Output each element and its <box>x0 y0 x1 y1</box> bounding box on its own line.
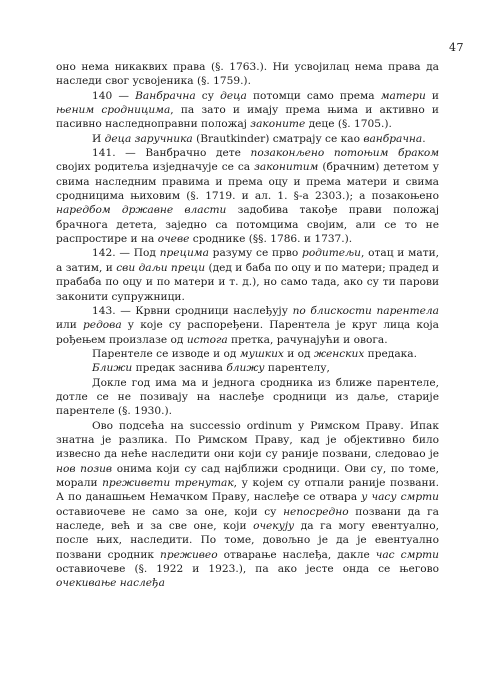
emphasis-text: Ванбрачна <box>135 89 196 102</box>
text-run: Парентеле се изводе и од <box>92 347 240 360</box>
emphasis-text: матери <box>380 89 426 102</box>
emphasis-text: по блискости парентела <box>292 304 439 317</box>
emphasis-text: прецима <box>159 247 209 260</box>
text-run: оставиочеве не само за оне, који су <box>56 505 284 518</box>
text-run: . <box>422 132 426 145</box>
emphasis-text: преживео <box>160 548 218 561</box>
emphasis-text: ближу <box>226 362 265 375</box>
emphasis-text: мушких <box>239 347 284 360</box>
emphasis-text: очеве <box>157 233 190 246</box>
text-run: Докле год има ма и једнога сродника из ближе парентеле, дотле се не позивају на наслеђе сродници из даље, старије парентеле (§. 1930.). <box>56 376 439 418</box>
text-run: парентелу, <box>264 362 330 375</box>
paragraph-p9 <box>56 376 439 419</box>
text-run: оставиочеве (§. 1922 и 1923.), па ако јесте онда се његово <box>56 563 439 576</box>
emphasis-text: законите <box>250 118 306 131</box>
emphasis-text: редова <box>83 319 122 332</box>
paragraph-p7 <box>56 347 439 361</box>
emphasis-text: деца заручника <box>104 132 193 145</box>
text-run: предака. <box>364 347 417 360</box>
text-run: онима који су сад најближи сродници. Ови су, по томе, морали <box>56 462 439 489</box>
emphasis-text: родитељи <box>302 247 361 260</box>
text-run: , у којем су отпали раније позвани. А по данашњем Немачком Праву, наслеђе се отвара <box>56 476 439 504</box>
emphasis-text: потоњим браком <box>333 147 440 160</box>
emphasis-text: непосредно <box>283 505 349 518</box>
text-run: И <box>92 132 105 145</box>
text-run: (брачним) дететом у свима наследним правима и према оцу и према матери и свима сродницима њиховим (§. 1719. и ал. 1. §-а 2303.); а позакоњено <box>56 161 440 203</box>
text-run: (дед и баба по оцу и по матери; прадед и прабаба по оцу и по матери и т. д.), но само тада, ако су ти парови законити супружници. <box>56 261 440 303</box>
text-run <box>324 147 334 159</box>
emphasis-text: позаконљено <box>250 147 325 160</box>
emphasis-text: женских <box>313 347 365 360</box>
text-run: потомци само према <box>246 89 381 102</box>
emphasis-text: Ближи <box>92 362 133 375</box>
paragraph-p5 <box>56 246 439 303</box>
emphasis-text: очекивање наслеђа <box>56 577 165 590</box>
text-run: 141. — Ванбрачно дете <box>92 147 251 160</box>
text-run: (Brautkinder) сматрају се као <box>192 132 364 145</box>
text-run: Ово подсећа на successio ordinum у Римском Праву. Ипак знатна је разлика. По Римском Праву, кад је објективно било извесно да неће наследити они који су раније позвани, следовао је <box>56 419 439 461</box>
emphasis-text: нов позив <box>56 462 113 475</box>
text-run: оно нема никаквих права (§. 1763.). Ни усвојилац нема права да наследи свог усвојеника (§. 1759.). <box>56 61 439 88</box>
text-run: и од <box>283 347 314 360</box>
paragraph-p1 <box>56 60 439 89</box>
text-run: позвани да га наследе, већ и за све оне, који <box>56 505 439 532</box>
text-run: својих родитеља изједначује се са <box>56 161 255 174</box>
text-run: сроднике (§§. 1786. и 1737.). <box>189 233 353 246</box>
paragraph-p4 <box>56 146 439 246</box>
paragraph-p3 <box>56 132 439 146</box>
emphasis-text: час смрти <box>375 548 439 561</box>
emphasis-text: њеним сродницима <box>56 104 171 117</box>
emphasis-text: наредбом државне власти <box>56 204 227 217</box>
paragraph-p8 <box>56 361 439 375</box>
text-run: 140 — <box>92 89 136 102</box>
paragraph-p2 <box>56 89 439 132</box>
emphasis-text: истога <box>186 333 228 346</box>
emphasis-text: ванбрачна <box>363 132 423 145</box>
emphasis-text: у часу смрти <box>361 491 439 504</box>
emphasis-text: сви даљи преци <box>116 261 206 274</box>
text-run: отварање наслеђа, дакле <box>217 548 376 561</box>
emphasis-text: преживети тренутак <box>102 476 234 489</box>
text-run: и <box>425 89 439 102</box>
text-run: или <box>56 319 84 332</box>
text-run: да га могу евентуално, после њих, наследити. По томе, довољно је да је евентуално позвани сродник <box>56 520 439 561</box>
text-run: су <box>195 89 221 102</box>
text-run: 143. — Крвни сродници наслеђују <box>92 304 293 317</box>
text-run: задобива такође прави положај брачнога детета, заједно са потомцима својим, али се то не распростире и на <box>56 204 439 246</box>
emphasis-text: деца <box>220 89 247 102</box>
paragraph-p6 <box>56 304 439 347</box>
text-run: разуму се прво <box>208 247 303 260</box>
emphasis-text: законитим <box>254 161 319 174</box>
text-run: , отац и мати, а затим, и <box>56 247 439 274</box>
body-text <box>56 60 439 591</box>
text-run: претка, рачунајући и овога. <box>227 333 388 346</box>
text-run: 142. — Под <box>92 247 160 260</box>
emphasis-text: очекују <box>253 520 295 532</box>
page-number: 47 <box>449 41 464 54</box>
text-run: , па зато и имају према њима и активно и пасивно наследноправни положај <box>56 104 439 131</box>
text-run: у које су распоређени. Парентела је круг лица која рођењем произлазе од <box>56 319 439 346</box>
paragraph-p10 <box>56 419 439 591</box>
text-run: предак заснива <box>132 362 227 375</box>
text-run: деце (§. 1705.). <box>305 118 392 131</box>
